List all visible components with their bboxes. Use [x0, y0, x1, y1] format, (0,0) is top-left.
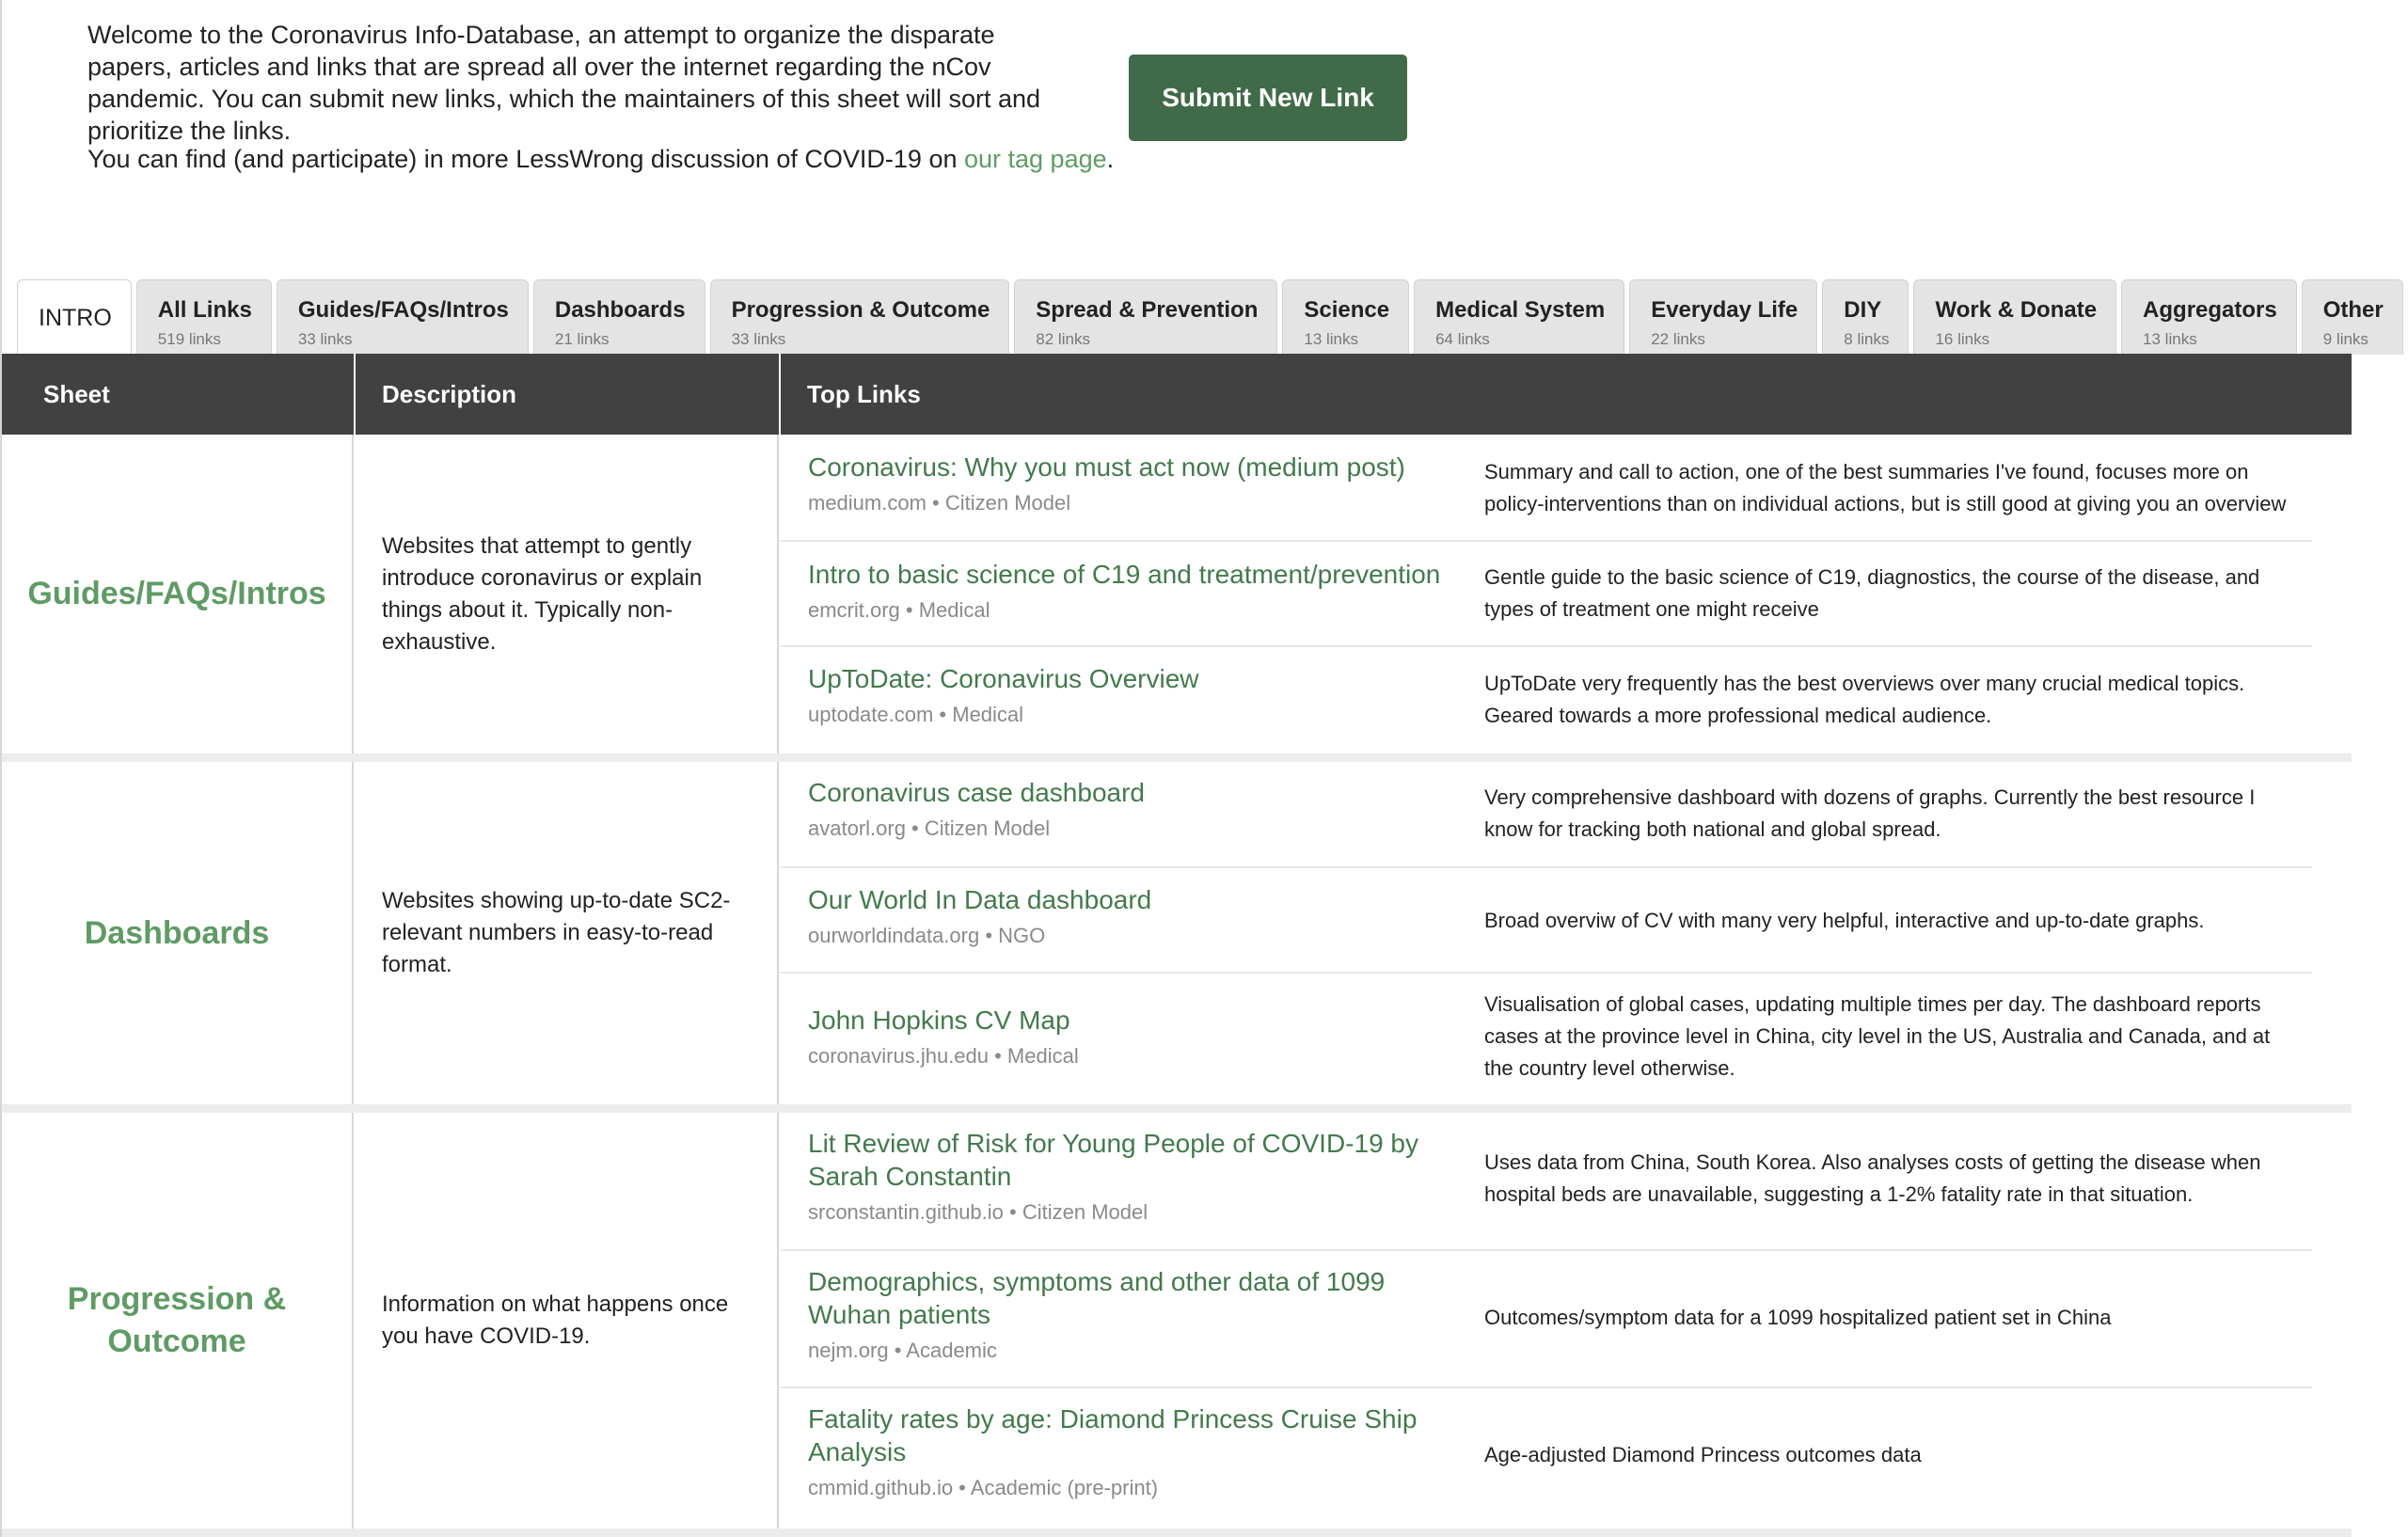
tab-count: 22 links	[1651, 330, 1705, 348]
link-source: coronavirus.jhu.edu • Medical	[808, 1044, 1079, 1068]
link-row	[781, 647, 2312, 753]
link-title[interactable]: Coronavirus case dashboard	[808, 778, 1145, 807]
tab-count: 519 links	[157, 330, 221, 348]
header-divider	[354, 354, 356, 435]
tab-count: 16 links	[1935, 330, 1990, 348]
tab-label: Guides/FAQs/Intros	[297, 297, 509, 323]
tab-label: Aggregators	[2143, 297, 2277, 323]
link-source: uptodate.com • Medical	[808, 703, 1024, 726]
link-title[interactable]: Intro to basic science of C19 and treatment/prevention	[808, 560, 1441, 589]
link-row	[781, 868, 2312, 974]
submit-new-link-button[interactable]: Submit New Link	[1129, 55, 1407, 141]
link-title[interactable]: Lit Review of Risk for Young People of COVID-19 by Sarah Constantin	[808, 1129, 1419, 1191]
sheet-description: Websites showing up-to-date SC2-relevant numbers in easy-to-read format.	[356, 762, 779, 1104]
tab-count: 82 links	[1036, 330, 1090, 348]
tab-work-donate[interactable]	[1913, 279, 2116, 355]
sheet-name-link[interactable]: Dashboards	[84, 914, 270, 951]
tab-count: 33 links	[297, 330, 353, 348]
link-source: emcrit.org • Medical	[808, 598, 990, 622]
tab-label: Medical System	[1435, 297, 1606, 323]
link-title[interactable]: Coronavirus: Why you must act now (medium post)	[808, 452, 1405, 482]
link-description: UpToDate very frequently has the best overviews over many crucial medical topics. Geared towards a more professional medical audience.	[1484, 672, 2245, 727]
link-title[interactable]: Our World In Data dashboard	[808, 885, 1152, 914]
header-description: Description	[382, 380, 517, 408]
link-title[interactable]: Demographics, symptoms and other data of 1099 Wuhan patients	[808, 1267, 1386, 1329]
header-sheet: Sheet	[43, 380, 110, 408]
link-source: cmmid.github.io • Academic (pre-print)	[808, 1476, 1159, 1499]
link-description: Very comprehensive dashboard with dozens of graphs. Currently the best resource I know for tracking both national and global spread.	[1484, 785, 2256, 841]
link-description: Uses data from China, South Korea. Also analyses costs of getting the disease when hospital beds are unavailable, suggesting a 1-2% fatality rate in that situation.	[1484, 1150, 2261, 1206]
tab-medical-system[interactable]	[1414, 279, 1624, 355]
link-title[interactable]: John Hopkins CV Map	[808, 1006, 1070, 1035]
link-source: nejm.org • Academic	[808, 1339, 997, 1362]
sheet-cell	[2, 762, 354, 1104]
tab-label: Spread & Prevention	[1036, 297, 1259, 323]
link-row	[781, 974, 2312, 1104]
tab-intro[interactable]	[17, 279, 132, 355]
sheet-description: Information on what happens once you have COVID-19.	[356, 1113, 779, 1529]
link-title[interactable]: UpToDate: Coronavirus Overview	[808, 664, 1199, 693]
sheet-description: Websites that attempt to gently introduce coronavirus or explain things about it. Typically non-exhaustive.	[356, 435, 779, 753]
tab-other[interactable]	[2302, 279, 2403, 355]
section-dashboards	[2, 762, 2352, 1113]
link-row	[781, 762, 2312, 868]
link-source: ourworldindata.org • NGO	[808, 924, 1046, 947]
link-description: Outcomes/symptom data for a 1099 hospitalized patient set in China	[1484, 1306, 2112, 1329]
tab-label: All Links	[157, 297, 252, 323]
link-row	[781, 1113, 2312, 1251]
discussion-text	[87, 142, 1114, 176]
link-description: Visualisation of global cases, updating multiple times per day. The dashboard reports cases at the province level in China, city level in the US, Australia and Canada, and at the country level otherwise.	[1484, 992, 2271, 1080]
tab-count: 21 links	[554, 330, 610, 348]
link-description: Summary and call to action, one of the best summaries I've found, focuses more on policy-interventions than on individual actions, but is still good at giving you an overview	[1484, 460, 2287, 515]
tab-everyday-life[interactable]	[1629, 279, 1817, 355]
link-description: Age-adjusted Diamond Princess outcomes data	[1484, 1443, 1922, 1466]
link-description: Gentle guide to the basic science of C19, diagnostics, the course of the disease, and types of treatment one might receive	[1484, 565, 2260, 621]
tab-all-links[interactable]	[136, 279, 272, 355]
tab-label: Everyday Life	[1651, 297, 1798, 323]
tab-count: 9 links	[2322, 330, 2368, 348]
sheet-name-link[interactable]: Guides/FAQs/Intros	[27, 576, 326, 611]
discussion-suffix: .	[1106, 145, 1115, 173]
section-progression-outcome	[2, 1113, 2352, 1537]
tab-progression-outcome[interactable]	[710, 279, 1010, 355]
tab-count: 64 links	[1435, 330, 1490, 348]
tab-count: 33 links	[731, 330, 786, 348]
tab-label: INTRO	[39, 305, 112, 331]
tab-label: Dashboards	[554, 297, 686, 323]
top-links	[781, 1113, 2312, 1529]
link-source: srconstantin.github.io • Citizen Model	[808, 1200, 1149, 1224]
top-links	[781, 435, 2312, 753]
link-source: avatorl.org • Citizen Model	[808, 816, 1051, 840]
tab-diy[interactable]	[1822, 279, 1909, 355]
link-source: medium.com • Citizen Model	[808, 491, 1071, 515]
top-links	[781, 762, 2312, 1104]
tab-guides-faqs-intros[interactable]	[277, 279, 529, 355]
tab-count: 13 links	[1304, 330, 1358, 348]
link-description: Broad overviw of CV with many very helpful, interactive and up-to-date graphs.	[1484, 909, 2205, 932]
tab-label: Work & Donate	[1935, 297, 2098, 323]
welcome-text: Welcome to the Coronavirus Info-Database, an attempt to organize the disparate papers, articles and links that are spread all over the internet regarding the nCov pandemic. You can submit new links, which the maintainers of this sheet will sort and prioritize the links.	[87, 21, 1041, 145]
tab-spread-prevention[interactable]	[1014, 279, 1277, 355]
link-row	[781, 1388, 2312, 1529]
tab-science[interactable]	[1282, 279, 1409, 355]
section-guides	[2, 435, 2352, 762]
link-row	[781, 1251, 2312, 1388]
sheet-name-link[interactable]: Progression & Outcome	[67, 1281, 287, 1359]
tab-count: 8 links	[1844, 330, 1890, 348]
sheet-cell	[2, 435, 354, 753]
discussion-prefix: You can find (and participate) in more LessWrong discussion of COVID-19 on	[87, 145, 964, 173]
tab-label: Other	[2322, 297, 2384, 323]
tab-count: 13 links	[2143, 330, 2197, 348]
header-divider	[779, 354, 781, 435]
tab-aggregators[interactable]	[2121, 279, 2297, 355]
link-title[interactable]: Fatality rates by age: Diamond Princess Cruise Ship Analysis	[808, 1404, 1418, 1466]
link-row	[781, 435, 2312, 542]
tab-label: DIY	[1844, 297, 1882, 323]
tag-page-link[interactable]: our tag page	[964, 145, 1107, 173]
link-row	[781, 542, 2312, 647]
sheet-tabs	[17, 279, 2408, 355]
header-top-links: Top Links	[807, 380, 921, 408]
table-header	[2, 354, 2352, 435]
sheet-cell	[2, 1113, 354, 1529]
tab-dashboards[interactable]	[533, 279, 705, 355]
tab-label: Science	[1304, 297, 1390, 323]
tab-label: Progression & Outcome	[731, 297, 990, 323]
